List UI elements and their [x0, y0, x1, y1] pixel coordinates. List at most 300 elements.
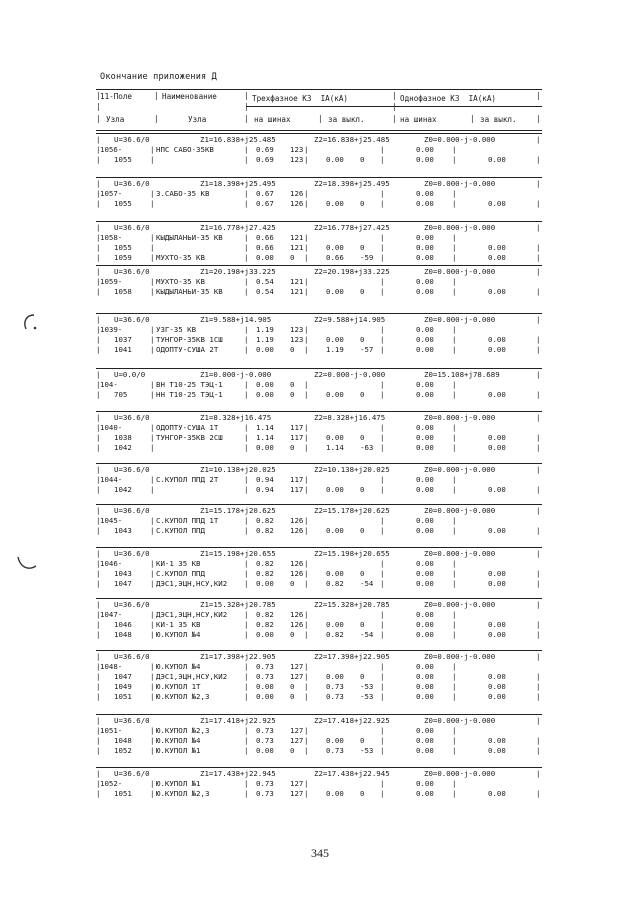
- column-separator: |: [244, 277, 249, 286]
- node-number: 1042: [114, 485, 132, 494]
- three-phase-breaker-angle: 0: [360, 199, 365, 208]
- node-number: 1046-: [100, 559, 123, 568]
- result-block: [96, 767, 542, 800]
- node-number: 1042: [114, 443, 132, 452]
- column-separator: |: [536, 485, 541, 494]
- three-phase-breaker-angle: 0: [360, 620, 365, 629]
- column-separator: |: [96, 223, 101, 232]
- node-name: ОДОПТУ-СУША 1Т: [156, 423, 219, 432]
- table-row: [96, 443, 542, 453]
- single-phase-bus-current: 0.00: [416, 579, 434, 588]
- column-separator: |: [96, 233, 101, 242]
- column-separator: |: [96, 145, 101, 154]
- single-phase-breaker-current: 0.00: [488, 243, 506, 252]
- z0-value: Z0=0.000-j-0.000: [424, 179, 496, 188]
- block-top-rule: [96, 368, 542, 369]
- column-separator: |: [244, 485, 249, 494]
- column-separator: |: [96, 325, 101, 334]
- three-phase-bus-angle: 0: [290, 630, 295, 639]
- three-phase-bus-current: 0.66: [256, 243, 274, 252]
- column-separator: |: [452, 145, 457, 154]
- block-top-rule: [96, 221, 542, 222]
- column-separator: |: [96, 789, 101, 798]
- three-phase-breaker-current: 0.73: [326, 746, 344, 755]
- column-separator: |: [380, 692, 385, 701]
- column-separator: |: [96, 189, 101, 198]
- column-separator: |: [150, 516, 155, 525]
- column-separator: |: [380, 789, 385, 798]
- column-separator: |: [452, 526, 457, 535]
- node-number: 1052: [114, 746, 132, 755]
- three-phase-bus-angle: 127: [290, 726, 304, 735]
- column-separator: |: [150, 155, 155, 164]
- block-summary: [96, 179, 542, 189]
- three-phase-bus-angle: 126: [290, 559, 304, 568]
- three-phase-breaker-current: 0.00: [326, 736, 344, 745]
- three-phase-breaker-current: 0.00: [326, 433, 344, 442]
- column-separator: |: [150, 736, 155, 745]
- column-separator: |: [244, 433, 249, 442]
- three-phase-breaker-current: 0.00: [326, 485, 344, 494]
- three-phase-bus-angle: 0: [290, 746, 295, 755]
- three-phase-bus-current: 0.82: [256, 620, 274, 629]
- column-separator: |: [304, 579, 309, 588]
- header-three-phase-breaker: за выкл.: [328, 115, 365, 124]
- column-separator: |: [452, 345, 457, 354]
- node-number: 1043: [114, 569, 132, 578]
- z0-value: Z0=0.000-j-0.000: [424, 267, 496, 276]
- three-phase-bus-angle: 117: [290, 475, 304, 484]
- column-separator: |: [244, 475, 249, 484]
- column-separator: |: [452, 559, 457, 568]
- single-phase-bus-current: 0.00: [416, 736, 434, 745]
- column-separator: |: [536, 390, 541, 399]
- block-summary: [96, 370, 542, 380]
- three-phase-breaker-angle: -57: [360, 345, 374, 354]
- z1-value: Z1=20.198+j33.225: [200, 267, 276, 276]
- node-number: 1041: [114, 345, 132, 354]
- table-row: [96, 682, 542, 692]
- z1-value: Z1=15.328+j20.785: [200, 600, 276, 609]
- single-phase-bus-current: 0.00: [416, 726, 434, 735]
- node-name: ДЭС1,ЭЦН,НСУ,КИ2: [156, 672, 228, 681]
- column-separator: |: [244, 189, 249, 198]
- column-separator: |: [304, 189, 309, 198]
- block-top-rule: [96, 598, 542, 599]
- header-node-label: 11-Поле: [100, 92, 133, 101]
- three-phase-bus-angle: 123: [290, 155, 304, 164]
- three-phase-bus-angle: 126: [290, 199, 304, 208]
- column-separator: |: [244, 746, 249, 755]
- column-separator: |: [536, 155, 541, 164]
- column-separator: |: [304, 662, 309, 671]
- three-phase-bus-current: 0.82: [256, 526, 274, 535]
- single-phase-breaker-current: 0.00: [488, 253, 506, 262]
- z2-value: Z2=17.398+j22.905: [314, 652, 390, 661]
- single-phase-breaker-current: 0.00: [488, 620, 506, 629]
- column-separator: |: [452, 516, 457, 525]
- node-number: 1047: [114, 579, 132, 588]
- header-top-rule: [96, 89, 542, 90]
- voltage-value: U=36.6/0: [114, 769, 150, 778]
- table-row: [96, 662, 542, 672]
- column-separator: |: [380, 559, 385, 568]
- table-row: [96, 145, 542, 155]
- column-separator: |: [452, 682, 457, 691]
- column-separator: |: [150, 789, 155, 798]
- three-phase-bus-angle: 127: [290, 662, 304, 671]
- three-phase-bus-current: 0.94: [256, 475, 274, 484]
- header-single-phase: Однофазное КЗ IA(кА): [400, 94, 497, 103]
- column-separator: |: [536, 630, 541, 639]
- three-phase-bus-current: 0.54: [256, 287, 274, 296]
- table-row: [96, 189, 542, 199]
- column-separator: |: [304, 345, 309, 354]
- three-phase-bus-current: 0.73: [256, 726, 274, 735]
- node-number: 1040-: [100, 423, 123, 432]
- single-phase-bus-current: 0.00: [416, 277, 434, 286]
- voltage-value: U=36.6/0: [114, 223, 150, 232]
- column-separator: |: [380, 779, 385, 788]
- block-top-rule: [96, 313, 542, 314]
- column-separator: |: [452, 475, 457, 484]
- three-phase-bus-angle: 117: [290, 433, 304, 442]
- column-separator: |: [96, 277, 101, 286]
- column-separator: |: [96, 692, 101, 701]
- three-phase-breaker-current: 0.00: [326, 620, 344, 629]
- three-phase-bus-current: 0.00: [256, 579, 274, 588]
- column-separator: |: [304, 630, 309, 639]
- column-separator: |: [150, 746, 155, 755]
- three-phase-breaker-current: 0.00: [326, 243, 344, 252]
- column-separator: |: [244, 145, 249, 154]
- column-separator: |: [452, 233, 457, 242]
- node-name: З.САБО-35 КВ: [156, 189, 210, 198]
- column-separator: |: [452, 779, 457, 788]
- column-separator: |: [536, 335, 541, 344]
- three-phase-bus-current: 0.82: [256, 610, 274, 619]
- node-number: 1055: [114, 199, 132, 208]
- single-phase-bus-current: 0.00: [416, 325, 434, 334]
- three-phase-breaker-angle: 0: [360, 789, 365, 798]
- table-row: [96, 423, 542, 433]
- table-row: [96, 233, 542, 243]
- column-separator: |: [150, 335, 155, 344]
- column-separator: |: [380, 345, 385, 354]
- column-separator: |: [536, 579, 541, 588]
- column-separator: |: [380, 155, 385, 164]
- column-separator: |: [150, 579, 155, 588]
- block-summary: [96, 223, 542, 233]
- column-separator: |: [150, 475, 155, 484]
- three-phase-bus-current: 0.66: [256, 233, 274, 242]
- three-phase-breaker-angle: 0: [360, 672, 365, 681]
- single-phase-bus-current: 0.00: [416, 189, 434, 198]
- three-phase-bus-angle: 0: [290, 253, 295, 262]
- header-name-sublabel: Узла: [188, 115, 207, 124]
- column-separator: |: [536, 620, 541, 629]
- three-phase-bus-current: 0.00: [256, 345, 274, 354]
- table-row: [96, 620, 542, 630]
- three-phase-breaker-current: 0.00: [326, 287, 344, 296]
- single-phase-breaker-current: 0.00: [488, 155, 506, 164]
- three-phase-breaker-angle: -53: [360, 746, 374, 755]
- column-separator: |: [536, 243, 541, 252]
- node-number: 1058: [114, 287, 132, 296]
- three-phase-breaker-angle: 0: [360, 390, 365, 399]
- z0-value: Z0=0.000-j-0.000: [424, 716, 496, 725]
- three-phase-bus-angle: 0: [290, 692, 295, 701]
- three-phase-bus-angle: 0: [290, 345, 295, 354]
- three-phase-breaker-current: 0.82: [326, 579, 344, 588]
- three-phase-breaker-angle: -53: [360, 692, 374, 701]
- column-separator: |: [452, 789, 457, 798]
- z2-value: Z2=18.398+j25.495: [314, 179, 390, 188]
- node-name: ТУНГОР-35КВ 1СШ: [156, 335, 223, 344]
- result-block: [96, 598, 542, 641]
- three-phase-bus-angle: 123: [290, 325, 304, 334]
- three-phase-breaker-angle: 0: [360, 287, 365, 296]
- column-separator: |: [380, 746, 385, 755]
- three-phase-breaker-angle: 0: [360, 736, 365, 745]
- node-name: КЫДЫЛАНЬИ-35 КВ: [156, 233, 223, 242]
- single-phase-bus-current: 0.00: [416, 610, 434, 619]
- single-phase-breaker-current: 0.00: [488, 443, 506, 452]
- column-separator: |: [96, 155, 101, 164]
- column-separator: |: [536, 746, 541, 755]
- table-row: [96, 610, 542, 620]
- page-number: 345: [311, 846, 329, 860]
- three-phase-bus-current: 1.19: [256, 335, 274, 344]
- column-separator: |: [304, 779, 309, 788]
- block-top-rule: [96, 463, 542, 464]
- column-separator: |: [304, 569, 309, 578]
- column-separator: |: [452, 433, 457, 442]
- single-phase-breaker-current: 0.00: [488, 579, 506, 588]
- three-phase-bus-angle: 0: [290, 380, 295, 389]
- three-phase-bus-current: 0.00: [256, 692, 274, 701]
- table-row: [96, 475, 542, 485]
- column-separator: |: [96, 610, 101, 619]
- three-phase-breaker-current: 0.00: [326, 199, 344, 208]
- single-phase-bus-current: 0.00: [416, 620, 434, 629]
- single-phase-bus-current: 0.00: [416, 335, 434, 344]
- table-row: [96, 155, 542, 165]
- column-separator: |: [150, 390, 155, 399]
- column-separator: |: [536, 253, 541, 262]
- z2-value: Z2=17.438+j22.945: [314, 769, 390, 778]
- z2-value: Z2=10.138+j20.025: [314, 465, 390, 474]
- single-phase-bus-current: 0.00: [416, 559, 434, 568]
- table-row: [96, 287, 542, 297]
- column-separator: |: [452, 380, 457, 389]
- z1-value: Z1=10.138+j20.025: [200, 465, 276, 474]
- three-phase-bus-current: 0.69: [256, 145, 274, 154]
- node-number: 1046: [114, 620, 132, 629]
- column-separator: |: [452, 610, 457, 619]
- three-phase-breaker-current: 1.19: [326, 345, 344, 354]
- column-separator: |: [304, 526, 309, 535]
- column-separator: |: [96, 526, 101, 535]
- table-row: [96, 390, 542, 400]
- column-separator: |: [380, 423, 385, 432]
- three-phase-bus-current: 0.73: [256, 672, 274, 681]
- three-phase-breaker-angle: 0: [360, 335, 365, 344]
- column-separator: |: [150, 569, 155, 578]
- column-separator: |: [96, 779, 101, 788]
- single-phase-bus-current: 0.00: [416, 253, 434, 262]
- three-phase-bus-current: 0.82: [256, 516, 274, 525]
- node-number: 104-: [100, 380, 118, 389]
- column-separator: |: [536, 179, 541, 188]
- node-number: 1044-: [100, 475, 123, 484]
- single-phase-bus-current: 0.00: [416, 746, 434, 755]
- column-separator: |: [96, 423, 101, 432]
- z0-value: Z0=0.000-j-0.000: [424, 652, 496, 661]
- z0-value: Z0=0.000-j-0.000: [424, 315, 496, 324]
- three-phase-bus-current: 0.67: [256, 199, 274, 208]
- single-phase-breaker-current: 0.00: [488, 682, 506, 691]
- single-phase-bus-current: 0.00: [416, 672, 434, 681]
- node-name: МУХТО-35 КВ: [156, 253, 205, 262]
- node-name: ДЭС1,ЭЦН,НСУ,КИ2: [156, 579, 228, 588]
- three-phase-breaker-current: 0.00: [326, 672, 344, 681]
- column-separator: |: [536, 345, 541, 354]
- node-name: ВН Т10-25 ТЭЦ-1: [156, 380, 223, 389]
- column-separator: |: [96, 465, 101, 474]
- column-separator: |: [244, 630, 249, 639]
- three-phase-breaker-angle: 0: [360, 155, 365, 164]
- three-phase-bus-current: 0.82: [256, 569, 274, 578]
- single-phase-breaker-current: 0.00: [488, 485, 506, 494]
- column-separator: |: [380, 253, 385, 262]
- column-separator: |: [150, 345, 155, 354]
- column-separator: |: [244, 155, 249, 164]
- single-phase-breaker-current: 0.00: [488, 287, 506, 296]
- column-separator: |: [304, 620, 309, 629]
- table-row: [96, 579, 542, 589]
- three-phase-breaker-current: 0.00: [326, 789, 344, 798]
- block-top-rule: [96, 714, 542, 715]
- column-separator: |: [304, 692, 309, 701]
- column-separator: |: [380, 569, 385, 578]
- node-number: 1048: [114, 630, 132, 639]
- block-summary: [96, 600, 542, 610]
- column-separator: |: [96, 287, 101, 296]
- single-phase-bus-current: 0.00: [416, 526, 434, 535]
- column-separator: |: [452, 579, 457, 588]
- column-separator: |: [452, 672, 457, 681]
- voltage-value: U=36.6/0: [114, 465, 150, 474]
- z0-value: Z0=0.000-j-0.000: [424, 413, 496, 422]
- three-phase-bus-angle: 0: [290, 579, 295, 588]
- column-separator: |: [96, 569, 101, 578]
- three-phase-bus-angle: 127: [290, 789, 304, 798]
- column-separator: |: [452, 443, 457, 452]
- page-title: Окончание приложения Д: [100, 72, 217, 82]
- column-separator: |: [380, 443, 385, 452]
- z2-value: Z2=8.328+j16.475: [314, 413, 386, 422]
- block-top-rule: [96, 504, 542, 505]
- z0-value: Z0=0.000-j-0.000: [424, 769, 496, 778]
- voltage-value: U=36.6/0: [114, 600, 150, 609]
- column-separator: |: [304, 380, 309, 389]
- node-number: 1055: [114, 155, 132, 164]
- node-name: Ю.КУПОЛ 1Т: [156, 682, 201, 691]
- column-separator: |: [452, 726, 457, 735]
- three-phase-breaker-current: 0.00: [326, 155, 344, 164]
- single-phase-bus-current: 0.00: [416, 199, 434, 208]
- node-number: 1037: [114, 335, 132, 344]
- single-phase-breaker-current: 0.00: [488, 345, 506, 354]
- node-number: 1058-: [100, 233, 123, 242]
- column-separator: |: [380, 485, 385, 494]
- column-separator: |: [96, 179, 101, 188]
- node-number: 705: [114, 390, 128, 399]
- column-separator: |: [536, 465, 541, 474]
- three-phase-bus-angle: 126: [290, 526, 304, 535]
- column-separator: |: [452, 155, 457, 164]
- three-phase-breaker-angle: 0: [360, 485, 365, 494]
- column-separator: |: [380, 335, 385, 344]
- column-separator: |: [452, 569, 457, 578]
- node-number: 1051: [114, 789, 132, 798]
- three-phase-bus-angle: 126: [290, 569, 304, 578]
- node-name: Ю.КУПОЛ №2,3: [156, 692, 210, 701]
- column-separator: |: [96, 413, 101, 422]
- three-phase-bus-angle: 127: [290, 779, 304, 788]
- column-separator: |: [244, 380, 249, 389]
- column-separator: |: [244, 579, 249, 588]
- single-phase-bus-current: 0.00: [416, 345, 434, 354]
- z0-value: Z0=0.000-j-0.000: [424, 223, 496, 232]
- column-separator: |: [536, 716, 541, 725]
- column-separator: |: [304, 155, 309, 164]
- single-phase-breaker-current: 0.00: [488, 335, 506, 344]
- table-row: [96, 726, 542, 736]
- voltage-value: U=0.0/0: [114, 370, 146, 379]
- node-name: КИ-1 35 КВ: [156, 559, 201, 568]
- single-phase-bus-current: 0.00: [416, 433, 434, 442]
- column-separator: |: [96, 345, 101, 354]
- column-separator: |: [244, 779, 249, 788]
- header-single-phase-bus: на шинах: [400, 115, 437, 124]
- three-phase-bus-angle: 127: [290, 736, 304, 745]
- column-separator: |: [536, 506, 541, 515]
- column-separator: |: [150, 779, 155, 788]
- z1-value: Z1=16.838+j25.485: [200, 135, 276, 144]
- voltage-value: U=36.6/0: [114, 506, 150, 515]
- header-bottom-rule: [96, 130, 542, 131]
- table-row: [96, 526, 542, 536]
- column-separator: |: [96, 769, 101, 778]
- z2-value: Z2=9.588+j14.905: [314, 315, 386, 324]
- column-separator: |: [536, 549, 541, 558]
- column-separator: |: [150, 630, 155, 639]
- table-row: [96, 559, 542, 569]
- three-phase-bus-current: 0.00: [256, 443, 274, 452]
- table-row: [96, 253, 542, 263]
- column-separator: |: [304, 726, 309, 735]
- z2-value: Z2=15.178+j20.625: [314, 506, 390, 515]
- z1-value: Z1=17.418+j22.925: [200, 716, 276, 725]
- column-separator: |: [536, 789, 541, 798]
- single-phase-breaker-current: 0.00: [488, 692, 506, 701]
- three-phase-bus-current: 0.00: [256, 380, 274, 389]
- single-phase-breaker-current: 0.00: [488, 569, 506, 578]
- column-separator: |: [536, 526, 541, 535]
- column-separator: |: [150, 443, 155, 452]
